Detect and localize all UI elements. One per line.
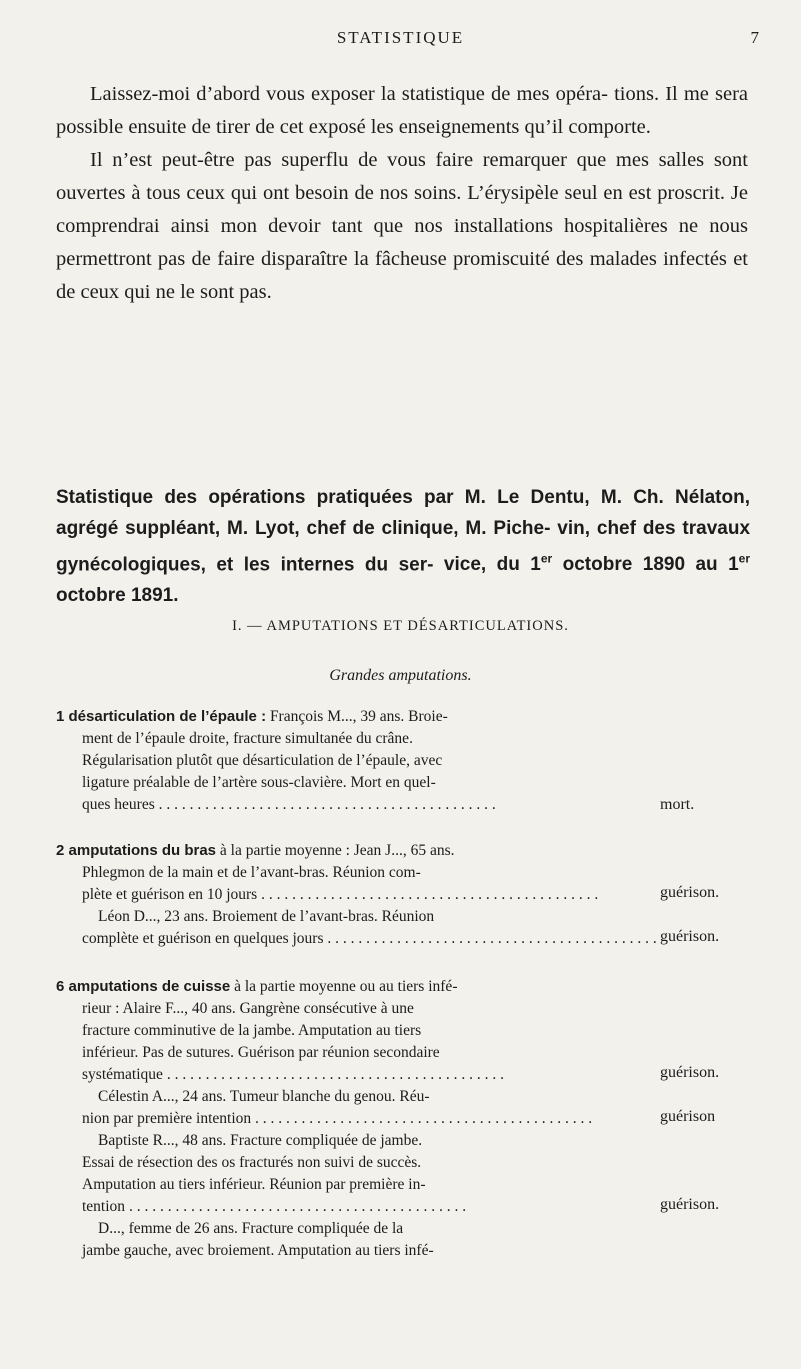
entry-text: ques heures (82, 796, 155, 813)
entry-line: Amputation au tiers inférieur. Réunion par première in- (82, 1176, 426, 1193)
entry-line (56, 1196, 656, 1218)
entry-line (56, 706, 656, 728)
intro-line: malades infectés et de ceux qui ne le sont pas. (56, 248, 749, 303)
entry-line (56, 1108, 656, 1130)
result-label: guérison. (660, 1064, 720, 1081)
intro-line: permettront pas de faire disparaître la fâcheuse promiscuité des (56, 248, 584, 270)
result-label: mort. (660, 796, 695, 813)
entry-line (56, 794, 656, 816)
entry-line (56, 928, 656, 950)
leader-dots (251, 1110, 592, 1127)
superscript: er (540, 552, 553, 566)
entry-line: Phlegmon de la main et de l’avant-bras. Réunion com- (82, 864, 421, 881)
intro-line: Il n’est peut-être pas superflu de vous faire remarquer que (90, 149, 607, 171)
intro-paragraph-1 (56, 78, 748, 144)
entry-line (56, 1064, 656, 1086)
entry-line: inférieur. Pas de sutures. Guérison par réunion secondaire (82, 1044, 440, 1061)
intro-line: mon devoir tant que nos installations hospitalières ne nous (220, 215, 749, 237)
intro-paragraph-2 (56, 144, 748, 309)
leader-dots (163, 1066, 504, 1083)
entry-text: complète et guérison en quelques jours (82, 930, 324, 947)
entry-shoulder-disarticulation (56, 706, 656, 816)
intro-line: enseignements qu’il comporte. (398, 116, 651, 138)
entry-line: Léon D..., 23 ans. Broiement de l’avant-bras. Réunion (98, 908, 435, 925)
result-label: guérison. (660, 928, 720, 945)
entry-lead: 6 amputations de cuisse (56, 978, 231, 995)
result-label: guérison. (660, 884, 720, 901)
entry-text: à la partie moyenne : Jean J..., 65 ans. (216, 842, 455, 859)
title-fragment: vice, du 1 (443, 554, 541, 576)
entry-line: jambe gauche, avec broiement. Amputation au tiers infé- (82, 1242, 434, 1259)
result-label: guérison (660, 1108, 716, 1125)
entry-line: Baptiste R..., 48 ans. Fracture compliquée de jambe. (98, 1132, 423, 1149)
intro-line: Laissez-moi d’abord vous exposer la statistique de mes opéra- (90, 83, 608, 105)
entry-line: Célestin A..., 24 ans. Tumeur blanche du genou. Réu- (98, 1088, 430, 1105)
running-title: STATISTIQUE (336, 28, 465, 47)
statistics-title-line: Nélaton, agrégé suppléant, M. Lyot, chef de clinique, M. Piche- (56, 487, 750, 539)
superscript: er (738, 552, 751, 566)
entry-thigh-amputations (56, 976, 656, 1262)
intro-line: soins. L’érysipèle seul en est proscrit. Je comprendrai ainsi (56, 182, 748, 237)
entry-text: tention (82, 1198, 126, 1215)
intro-text (56, 78, 748, 309)
entry-line: fracture comminutive de la jambe. Amputation au tiers (82, 1022, 422, 1039)
entry-text: systématique (82, 1066, 163, 1083)
entry-line (56, 840, 656, 862)
entry-text: à la partie moyenne ou au tiers infé- (230, 978, 458, 995)
leader-dots (323, 930, 656, 947)
leader-dots (125, 1198, 466, 1215)
intro-line: mes salles sont ouvertes à tous ceux qui ont besoin de nos (56, 149, 748, 204)
entry-lead: 1 désarticulation de l’épaule : (56, 708, 267, 725)
leader-dots (155, 796, 496, 813)
intro-line: tions. Il me sera possible ensuite de tirer de cet exposé les (56, 83, 748, 138)
statistics-title-line: vin, chef des travaux gynécologiques, et les internes du ser- (56, 518, 751, 576)
entry-arm-amputations (56, 840, 656, 950)
result-label: guérison. (660, 1196, 720, 1213)
statistics-title (56, 482, 750, 611)
entry-lead: 2 amputations du bras (56, 842, 217, 859)
entry-text: plète et guérison en 10 jours (82, 886, 258, 903)
entry-line: ment de l’épaule droite, fracture simultanée du crâne. (82, 730, 413, 747)
entry-line: rieur : Alaire F..., 40 ans. Gangrène consécutive à une (82, 1000, 414, 1017)
entry-line: ligature préalable de l’artère sous-clavière. Mort en quel- (82, 774, 436, 791)
entry-line (56, 884, 656, 906)
entry-line: Essai de résection des os fracturés non suivi de succès. (82, 1154, 422, 1171)
title-fragment: octobre 1890 au 1 (552, 554, 739, 576)
statistics-title-line: Statistique des opérations pratiquées par M. Le Dentu, M. Ch. (56, 487, 664, 508)
leader-dots (257, 886, 598, 903)
entry-line: Régularisation plutôt que désarticulation de l’épaule, avec (82, 752, 443, 769)
entry-text: François M..., 39 ans. Broie- (266, 708, 448, 725)
entry-line (56, 976, 656, 998)
page-header (0, 28, 801, 58)
subsection-heading: Grandes amputations. (329, 667, 472, 684)
entry-line: D..., femme de 26 ans. Fracture compliquée de la (98, 1220, 404, 1237)
page-number: 7 (750, 28, 759, 47)
title-fragment: octobre 1891. (56, 585, 179, 607)
section-heading: I. — AMPUTATIONS ET DÉSARTICULATIONS. (232, 618, 569, 634)
entry-text: nion par première intention (82, 1110, 252, 1127)
